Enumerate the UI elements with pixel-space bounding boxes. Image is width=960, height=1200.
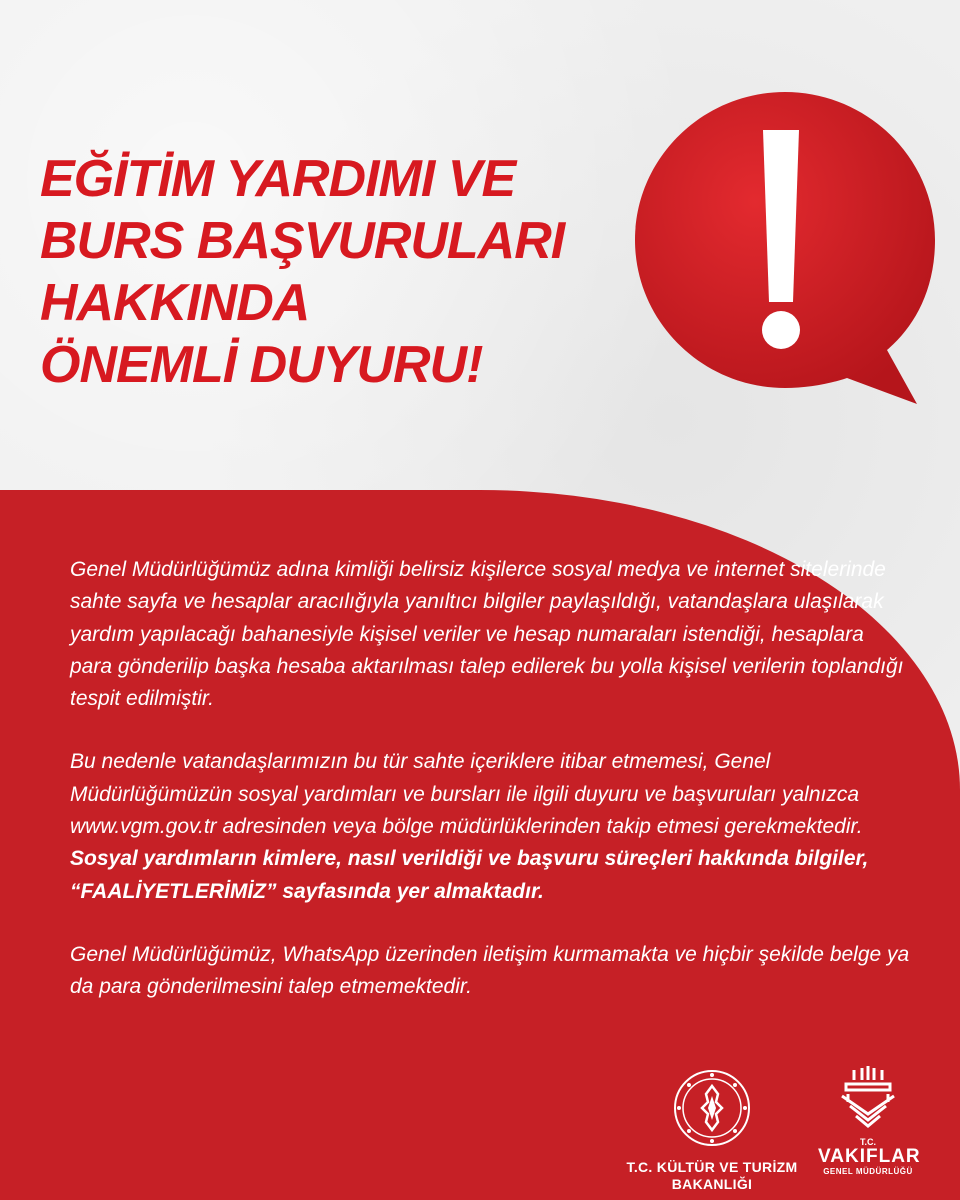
ministry-logo [622,1068,802,1193]
title-line-2: BURS BAŞVURULARI [40,212,565,270]
paragraph-2-bold: Sosyal yardımların kimlere, nasıl verildiği ve başvuru süreçleri hakkında bilgiler, “FAALİYETLERİMİZ” sayfasında yer almaktadır. [70,847,869,903]
paragraph-3: Genel Müdürlüğümüz, WhatsApp üzerinden iletişim kurmamakta ve hiçbir şekilde belge ya da para gönderilmesini talep etmemektedir. [70,942,910,999]
title-line-3: HAKKINDA [40,274,310,332]
vakiflar-tc: T.C. [859,1137,876,1147]
ministry-emblem-icon [672,1068,752,1148]
exclamation-speech-bubble-icon [635,92,935,417]
vakiflar-subtitle: GENEL MÜDÜRLÜĞÜ [823,1167,913,1176]
ministry-name-line-1: T.C. KÜLTÜR VE TURİZM [626,1159,798,1175]
page-title [40,148,640,396]
title-line-4: ÖNEMLİ DUYURU! [40,336,483,394]
title-line-1: EĞİTİM YARDIMI VE [40,150,516,208]
paragraph-2-text: Bu nedenle vatandaşlarımızın bu tür sahte içeriklere itibar etmemesi, Genel Müdürlüğümüzün sosyal yardımları ve bursları ile ilgili duyuru ve başvuruları yalnızca www.vgm.gov.tr adresinden veya bölge müdürlüklerinden takip etmesi gerekmektedir. [70,750,863,839]
announcement-body [70,554,910,1035]
ministry-name-line-2: BAKANLIĞI [671,1176,753,1192]
vakiflar-logo [818,1066,921,1177]
paragraph-1: Genel Müdürlüğümüz adına kimliği belirsiz kişilerce sosyal medya ve internet sitelerinde sahte sayfa ve hesaplar aracılığıyla yanıltıcı bilgiler paylaşıldığı, vatandaşlara ulaşılarak yardım yapılacağı bahanesiyle kişisel veriler ve hesap numaraları istendiği, hesaplara para gönderilip başka hesaba aktarılması talep edilerek bu yolla kişisel verilerin toplandığı tespit edilmiştir. [70,558,904,711]
vakiflar-name: VAKIFLAR [818,1146,921,1167]
paragraph-2 [70,746,910,907]
vakiflar-emblem-icon [836,1066,900,1132]
